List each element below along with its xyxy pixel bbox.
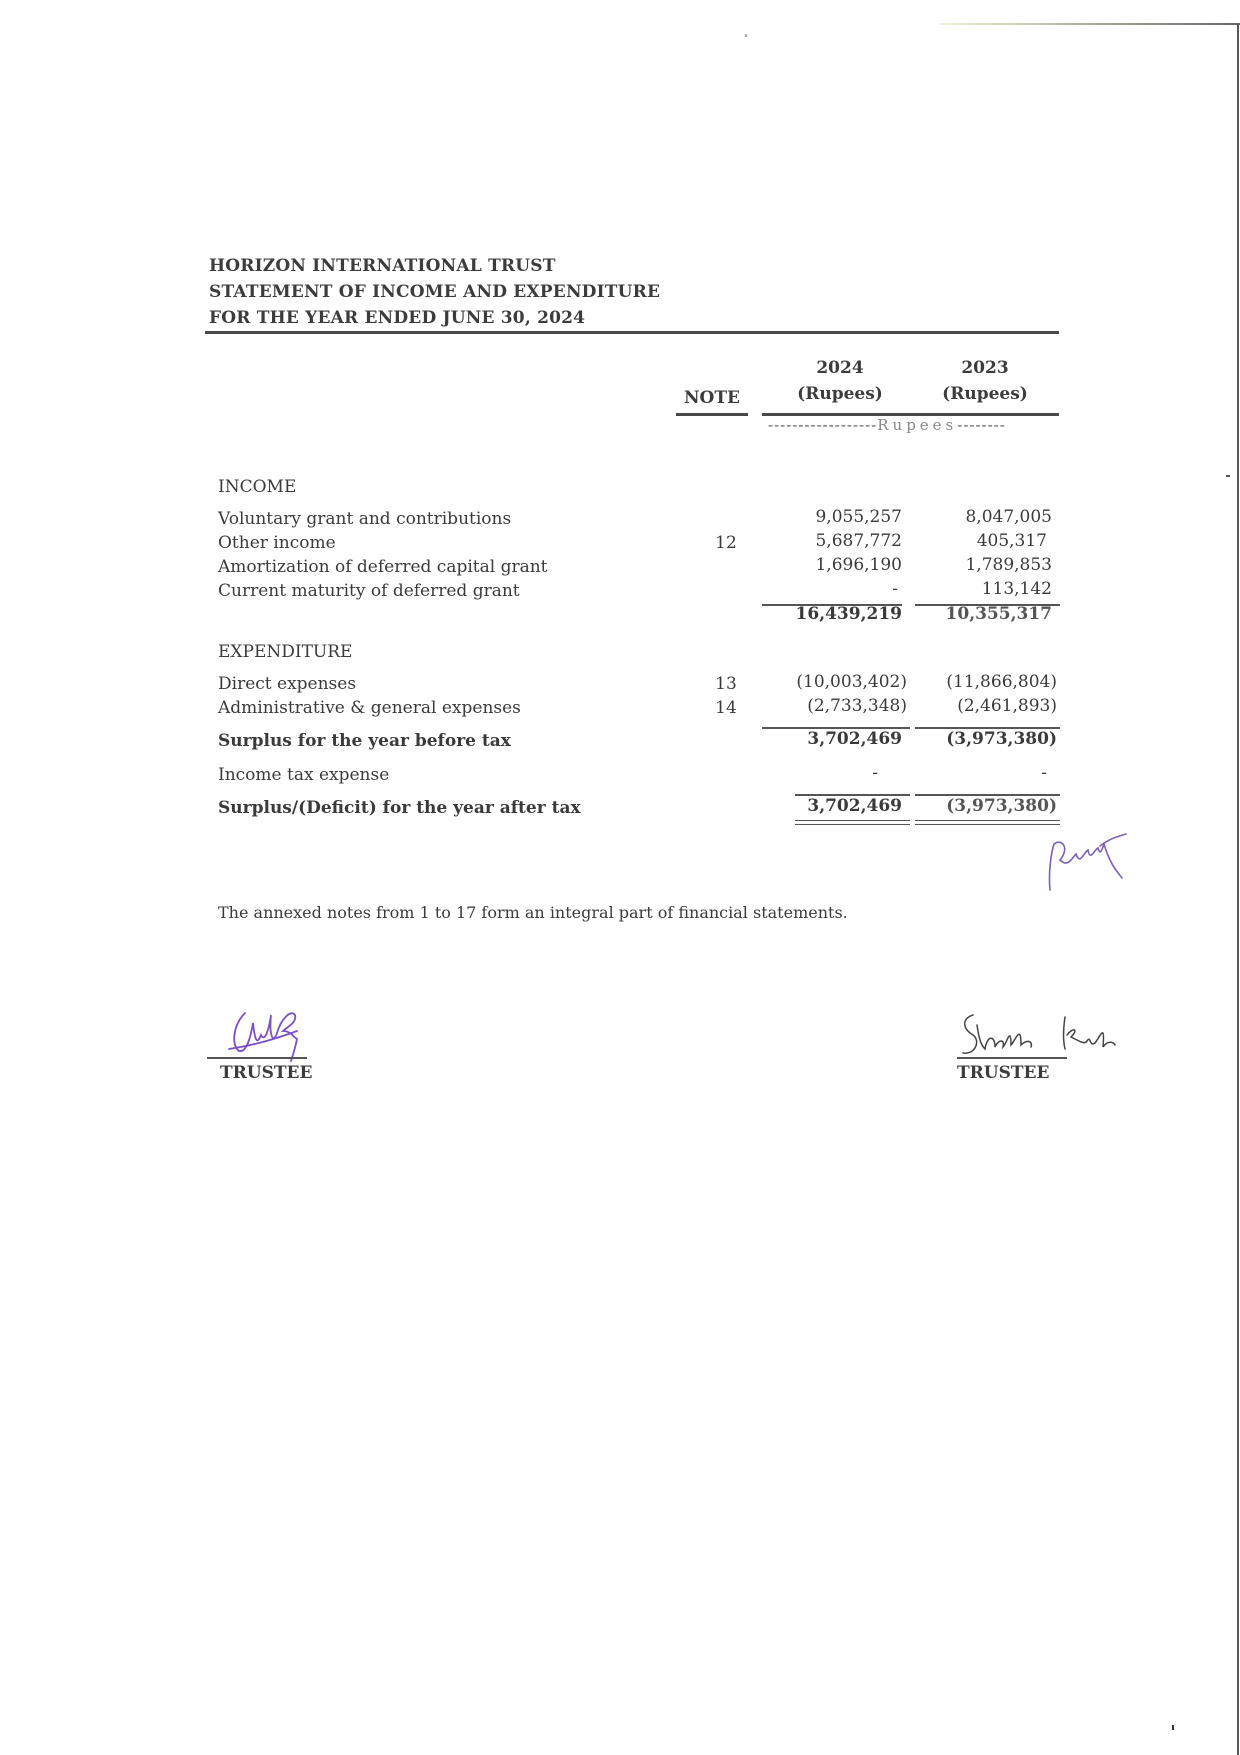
expenditure-row-2023: (2,461,893) xyxy=(957,696,1057,716)
note-header-rule xyxy=(676,413,748,416)
after-tax-double-rule-2024 xyxy=(795,820,910,825)
col-2023-unit: (Rupees) xyxy=(942,384,1028,404)
income-row-2023: 8,047,005 xyxy=(965,507,1052,527)
organization-name: HORIZON INTERNATIONAL TRUST xyxy=(209,256,556,276)
surplus-after-tax-label: Surplus/(Deficit) for the year after tax xyxy=(218,798,581,818)
statement-period: FOR THE YEAR ENDED JUNE 30, 2024 xyxy=(209,308,586,328)
scan-speck xyxy=(1172,1725,1174,1730)
left-trustee-label: TRUSTEE xyxy=(220,1063,313,1083)
header-rule xyxy=(205,331,1059,334)
right-signature-line xyxy=(957,1057,1067,1059)
income-total-2023: 10,355,317 xyxy=(945,604,1052,624)
col-2024-year: 2024 xyxy=(816,358,864,378)
income-tax-label: Income tax expense xyxy=(218,765,390,785)
col-2024-unit: (Rupees) xyxy=(797,384,883,404)
left-signature-line xyxy=(207,1057,307,1059)
annexed-notes-statement: The annexed notes from 1 to 17 form an integral part of financial statements. xyxy=(218,903,848,922)
expenditure-row-label: Administrative & general expenses xyxy=(218,698,521,718)
expenditure-row-label: Direct expenses xyxy=(218,674,357,694)
statement-title: STATEMENT OF INCOME AND EXPENDITURE xyxy=(209,282,661,302)
after-tax-double-rule-2023 xyxy=(915,820,1060,825)
income-row-2023: 405,317 xyxy=(976,531,1047,551)
income-row-label: Current maturity of deferred grant xyxy=(218,581,520,601)
page-edge-right xyxy=(1237,24,1239,1755)
income-tax-2024: - xyxy=(872,763,878,783)
income-row-2024: - xyxy=(892,579,898,599)
income-row-label: Voluntary grant and contributions xyxy=(218,509,512,529)
left-trustee-signature xyxy=(225,1005,315,1065)
income-heading: INCOME xyxy=(218,477,297,497)
expenditure-heading: EXPENDITURE xyxy=(218,642,353,662)
right-trustee-signature xyxy=(955,1005,1155,1065)
income-row-2023: 113,142 xyxy=(981,579,1052,599)
income-total-2024: 16,439,219 xyxy=(795,604,902,624)
initials-signature xyxy=(1040,830,1130,900)
income-row-label: Other income xyxy=(218,533,336,553)
surplus-before-tax-2024: 3,702,469 xyxy=(807,729,902,749)
income-row-2024: 1,696,190 xyxy=(815,555,902,575)
income-row-2024: 5,687,772 xyxy=(815,531,902,551)
expenditure-row-note: 13 xyxy=(715,674,737,694)
expenditure-row-note: 14 xyxy=(715,698,737,718)
income-tax-2023: - xyxy=(1041,763,1047,783)
surplus-after-tax-2024: 3,702,469 xyxy=(807,796,902,816)
scan-speck xyxy=(1226,475,1230,477)
income-row-2023: 1,789,853 xyxy=(965,555,1052,575)
income-row-note: 12 xyxy=(715,533,737,553)
currency-band: ------------------Rupees-------- xyxy=(768,416,1006,434)
expenditure-row-2023: (11,866,804) xyxy=(946,672,1057,692)
expenditure-row-2024: (2,733,348) xyxy=(807,696,907,716)
surplus-before-tax-label: Surplus for the year before tax xyxy=(218,731,511,751)
surplus-before-tax-2023: (3,973,380) xyxy=(946,729,1057,749)
income-row-2024: 9,055,257 xyxy=(815,507,902,527)
right-trustee-label: TRUSTEE xyxy=(957,1063,1050,1083)
col-note-header: NOTE xyxy=(684,388,740,408)
surplus-after-tax-2023: (3,973,380) xyxy=(946,796,1057,816)
scan-speck xyxy=(745,34,747,37)
income-row-label: Amortization of deferred capital grant xyxy=(218,557,548,577)
page-edge-top xyxy=(940,23,1240,25)
expenditure-row-2024: (10,003,402) xyxy=(796,672,907,692)
col-2023-year: 2023 xyxy=(961,358,1009,378)
